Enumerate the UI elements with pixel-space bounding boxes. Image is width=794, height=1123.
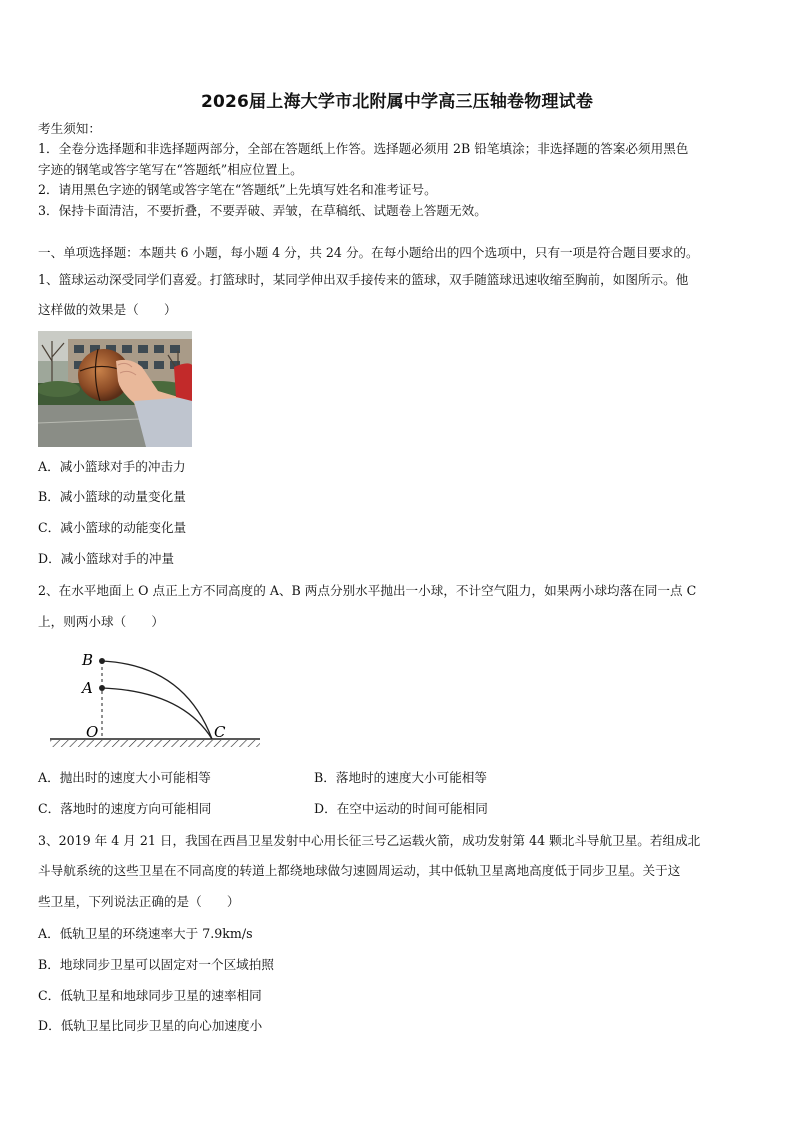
notice-item: 字迹的钢笔或答字笔写在“答题纸”相应位置上。 xyxy=(38,162,303,177)
projectile-diagram xyxy=(44,645,266,755)
question-2-stem: 2、在水平地面上 O 点正上方不同高度的 A、B 两点分别水平抛出一小球，不计空气阻力，如果两小球均落在同一点 C xyxy=(38,583,697,598)
label-a: A xyxy=(82,679,93,697)
question-3-option-d: D．低轨卫星比同步卫星的向心加速度小 xyxy=(38,1018,263,1033)
label-b: B xyxy=(82,651,94,669)
question-1-option-c: C．减小篮球的动能变化量 xyxy=(38,520,187,535)
question-2-option-c: C．落地时的速度方向可能相同 xyxy=(38,801,212,816)
label-o: O xyxy=(86,723,99,741)
question-2-option-d: D．在空中运动的时间可能相同 xyxy=(314,801,488,816)
notice-item: 1．全卷分选择题和非选择题两部分，全部在答题纸上作答。选择题必须用 2B 铅笔填涂；非选择题的答案必须用黑色 xyxy=(38,141,689,156)
question-3-option-a: A．低轨卫星的环绕速率大于 7.9km/s xyxy=(38,926,253,941)
page-title: 2026届上海大学市北附属中学高三压轴卷物理试卷 xyxy=(200,92,594,112)
question-3-option-c: C．低轨卫星和地球同步卫星的速率相同 xyxy=(38,988,262,1003)
question-1-stem-cont: 这样做的效果是（ ） xyxy=(38,302,177,317)
question-1-option-d: D．减小篮球对手的冲量 xyxy=(38,551,175,566)
question-1-stem: 1、篮球运动深受同学们喜爱。打篮球时，某同学伸出双手接传来的篮球，双手随篮球迅速收缩至胸前，如图所示。他 xyxy=(38,272,689,287)
notice-heading: 考生须知： xyxy=(38,121,101,136)
notice-item: 2．请用黑色字迹的钢笔或答字笔在“答题纸”上先填写姓名和准考证号。 xyxy=(38,182,437,197)
question-3-stem: 3、2019 年 4 月 21 日，我国在西昌卫星发射中心用长征三号乙运载火箭，成功发射第 44 颗北斗导航卫星。若组成北 xyxy=(38,833,701,848)
question-1-option-b: B．减小篮球的动量变化量 xyxy=(38,489,186,504)
section-heading: 一、单项选择题：本题共 6 小题，每小题 4 分，共 24 分。在每小题给出的四个选项中，只有一项是符合题目要求的。 xyxy=(38,245,699,260)
question-3-option-b: B．地球同步卫星可以固定对一个区域拍照 xyxy=(38,957,274,972)
basketball-photo xyxy=(38,331,192,447)
question-2-option-a: A．抛出时的速度大小可能相等 xyxy=(38,770,211,785)
question-3-stem-cont: 些卫星，下列说法正确的是（ ） xyxy=(38,894,240,909)
question-2-stem-cont: 上，则两小球（ ） xyxy=(38,614,164,629)
question-1-option-a: A．减小篮球对手的冲击力 xyxy=(38,459,186,474)
notice-item: 3．保持卡面清洁，不要折叠，不要弄破、弄皱，在草稿纸、试题卷上答题无效。 xyxy=(38,203,487,218)
question-2-option-b: B．落地时的速度大小可能相等 xyxy=(314,770,487,785)
question-3-stem-cont: 斗导航系统的这些卫星在不同高度的转道上都绕地球做匀速圆周运动，其中低轨卫星离地高度低于同步卫星。关于这 xyxy=(38,863,681,878)
label-c: C xyxy=(214,723,226,741)
